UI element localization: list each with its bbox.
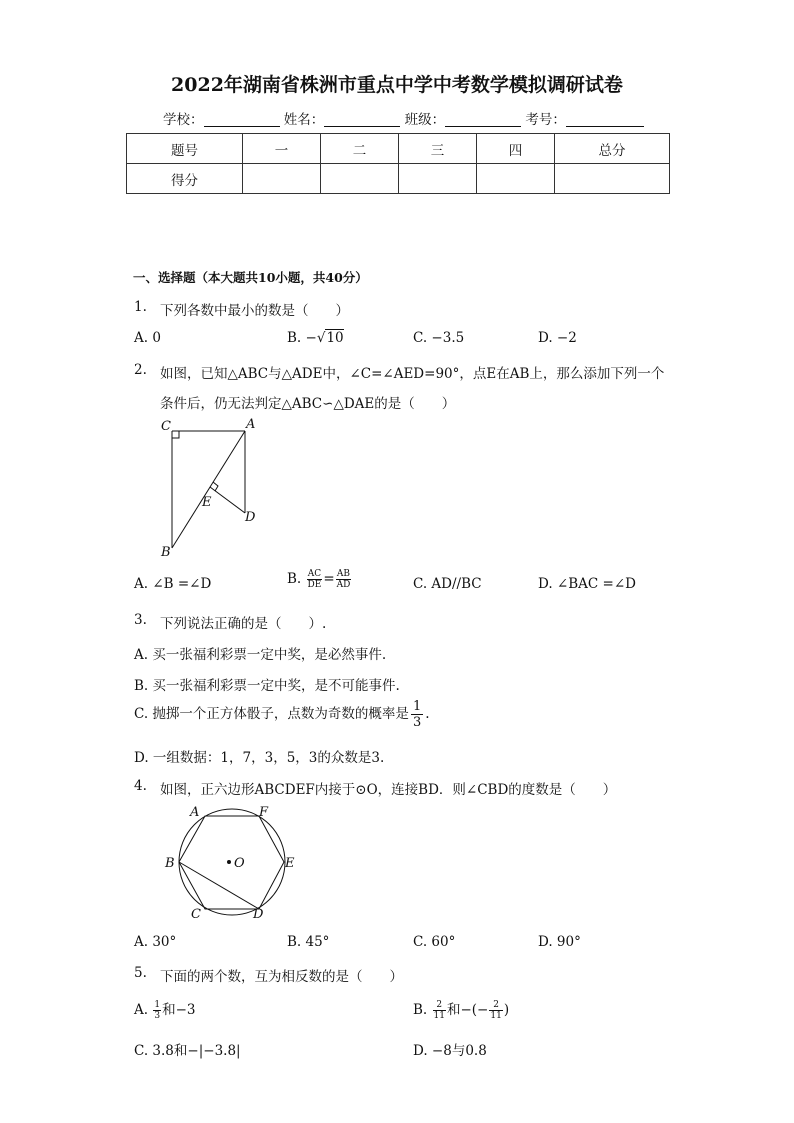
q4-option-a: A. 30° <box>134 934 177 950</box>
school-label: 学校： <box>163 112 204 128</box>
header-cell-3: 三 <box>399 134 477 164</box>
label-d: D <box>253 907 264 922</box>
score-cell-4[interactable] <box>477 164 555 194</box>
name-blank[interactable] <box>324 112 400 127</box>
class-label: 班级： <box>404 112 446 128</box>
line-ba <box>172 431 245 548</box>
q5-text: 下面的两个数，互为相反数的是（ ） <box>160 969 403 985</box>
fraction-denominator: DE <box>307 580 322 590</box>
fraction-two-elevenths <box>433 1000 446 1021</box>
q2-number: 2. <box>134 362 147 378</box>
right-angle-mark-c <box>172 431 179 438</box>
q4-hexagon-figure <box>160 803 305 925</box>
label-a: A <box>246 417 256 432</box>
q4-option-c: C. 60° <box>413 934 456 950</box>
q5-option-a <box>134 998 195 1021</box>
q5-option-d: D. −8与0.8 <box>413 1043 487 1059</box>
fraction-numerator: AB <box>336 569 351 579</box>
q1-option-b-prefix: B. − <box>287 330 317 346</box>
header-cell-4: 四 <box>477 134 555 164</box>
q5-option-b-mid: 和−(− <box>446 1002 489 1018</box>
score-cell-3[interactable] <box>399 164 477 194</box>
q2-option-a: A. ∠B =∠D <box>134 576 212 592</box>
q2-option-d: D. ∠BAC =∠D <box>538 576 636 592</box>
q1-option-c: C. −3.5 <box>413 330 465 346</box>
page-title: 2022年湖南省株洲市重点中学中考数学模拟调研试卷 <box>171 74 623 96</box>
hexagon-abcdef <box>179 816 284 909</box>
label-c: C <box>161 419 171 434</box>
q5-option-b-label: B. <box>413 1002 428 1018</box>
score-cell-1[interactable] <box>243 164 321 194</box>
label-a: A <box>190 805 200 820</box>
fraction-two-elevenths <box>489 1000 502 1021</box>
q2-triangle-figure <box>155 415 265 560</box>
q1-text: 下列各数中最小的数是（ ） <box>160 303 349 319</box>
q4-option-d: D. 90° <box>538 934 581 950</box>
score-row-label: 得分 <box>127 164 243 194</box>
header-cell-question: 题号 <box>127 134 243 164</box>
fraction-numerator: 2 <box>489 1000 502 1011</box>
q1-option-a: A. 0 <box>134 330 161 346</box>
q4-number: 4. <box>134 778 147 794</box>
q4-option-b: B. 45° <box>287 934 330 950</box>
center-point-o <box>227 860 231 864</box>
name-label: 姓名： <box>283 112 325 128</box>
q2-option-b <box>287 569 352 590</box>
score-table <box>126 133 670 194</box>
q5-number: 5. <box>134 965 147 981</box>
q5-option-b <box>413 998 509 1021</box>
q3-text: 下列说法正确的是（ ）. <box>160 616 327 632</box>
fraction-denominator: 3 <box>154 1011 161 1021</box>
fraction-one-third <box>153 1000 161 1021</box>
q1-option-d: D. −2 <box>538 330 577 346</box>
equals-sign: = <box>323 571 335 587</box>
school-blank[interactable] <box>204 112 280 127</box>
fraction-numerator: 2 <box>433 1000 446 1011</box>
label-e: E <box>202 495 212 510</box>
fraction-numerator: 1 <box>412 699 422 714</box>
q5-option-c: C. 3.8和−|−3.8| <box>134 1043 241 1059</box>
q3-option-b: B. 买一张福利彩票一定中奖，是不可能事件. <box>134 678 400 694</box>
header-cell-1: 一 <box>243 134 321 164</box>
fraction-one-third <box>411 699 423 730</box>
q5-option-a-rest: 和−3 <box>162 1002 196 1018</box>
score-cell-2[interactable] <box>321 164 399 194</box>
score-table-score-row <box>127 164 670 194</box>
q3-option-d: D. 一组数据：1，7，3，5，3的众数是3. <box>134 750 385 766</box>
section-heading: 一、选择题（本大题共10小题，共40分） <box>133 270 368 285</box>
q1-option-b <box>287 330 344 346</box>
q3-option-c <box>134 699 430 730</box>
circle-o <box>179 809 285 915</box>
q5-option-a-label: A. <box>134 1002 149 1018</box>
fraction-denominator: 11 <box>433 1011 445 1021</box>
q2-text-line1: 如图，已知△ABC与△ADE中，∠C=∠AED=90°，点E在AB上，那么添加下列一个 <box>160 366 665 382</box>
label-f: F <box>259 805 269 820</box>
q3-number: 3. <box>134 612 147 628</box>
q4-text: 如图，正六边形ABCDEF内接于⊙O，连接BD．则∠CBD的度数是（ ） <box>160 782 617 798</box>
label-c: C <box>191 907 201 922</box>
label-b: B <box>165 856 175 871</box>
q3-option-c-text: C. 抛掷一个正方体骰子，点数为奇数的概率是 <box>134 706 409 722</box>
fraction-ab-ad <box>336 569 352 590</box>
fraction-numerator: AC <box>307 569 322 579</box>
q2-text-line2: 条件后，仍无法判定△ABC∽△DAE的是（ ） <box>160 396 456 412</box>
q2-option-b-label: B. <box>287 571 302 587</box>
q5-option-b-end: ) <box>503 1002 510 1018</box>
fraction-denominator: 11 <box>490 1011 502 1021</box>
q1-number: 1. <box>134 299 147 315</box>
q3-option-c-end: . <box>425 706 430 722</box>
header-cell-2: 二 <box>321 134 399 164</box>
label-o: O <box>234 856 245 871</box>
header-cell-total: 总分 <box>555 134 670 164</box>
class-blank[interactable] <box>445 112 521 127</box>
fraction-denominator: AD <box>336 580 351 590</box>
student-info-line <box>163 108 644 128</box>
label-b: B <box>161 545 171 560</box>
fraction-denominator: 3 <box>412 715 422 730</box>
number-label: 考号： <box>525 112 566 128</box>
q2-option-c: C. AD//BC <box>413 576 482 592</box>
q1-option-b-radicand: 10 <box>326 330 344 346</box>
fraction-ac-de <box>307 569 323 590</box>
sqrt-symbol: √ <box>316 330 326 346</box>
q3-option-a: A. 买一张福利彩票一定中奖，是必然事件. <box>134 647 387 663</box>
label-e: E <box>285 856 295 871</box>
fraction-numerator: 1 <box>154 1000 161 1010</box>
label-d: D <box>245 510 256 525</box>
line-bd <box>179 862 259 909</box>
score-cell-total[interactable] <box>555 164 670 194</box>
number-blank[interactable] <box>566 112 644 127</box>
score-table-header-row <box>127 134 670 164</box>
